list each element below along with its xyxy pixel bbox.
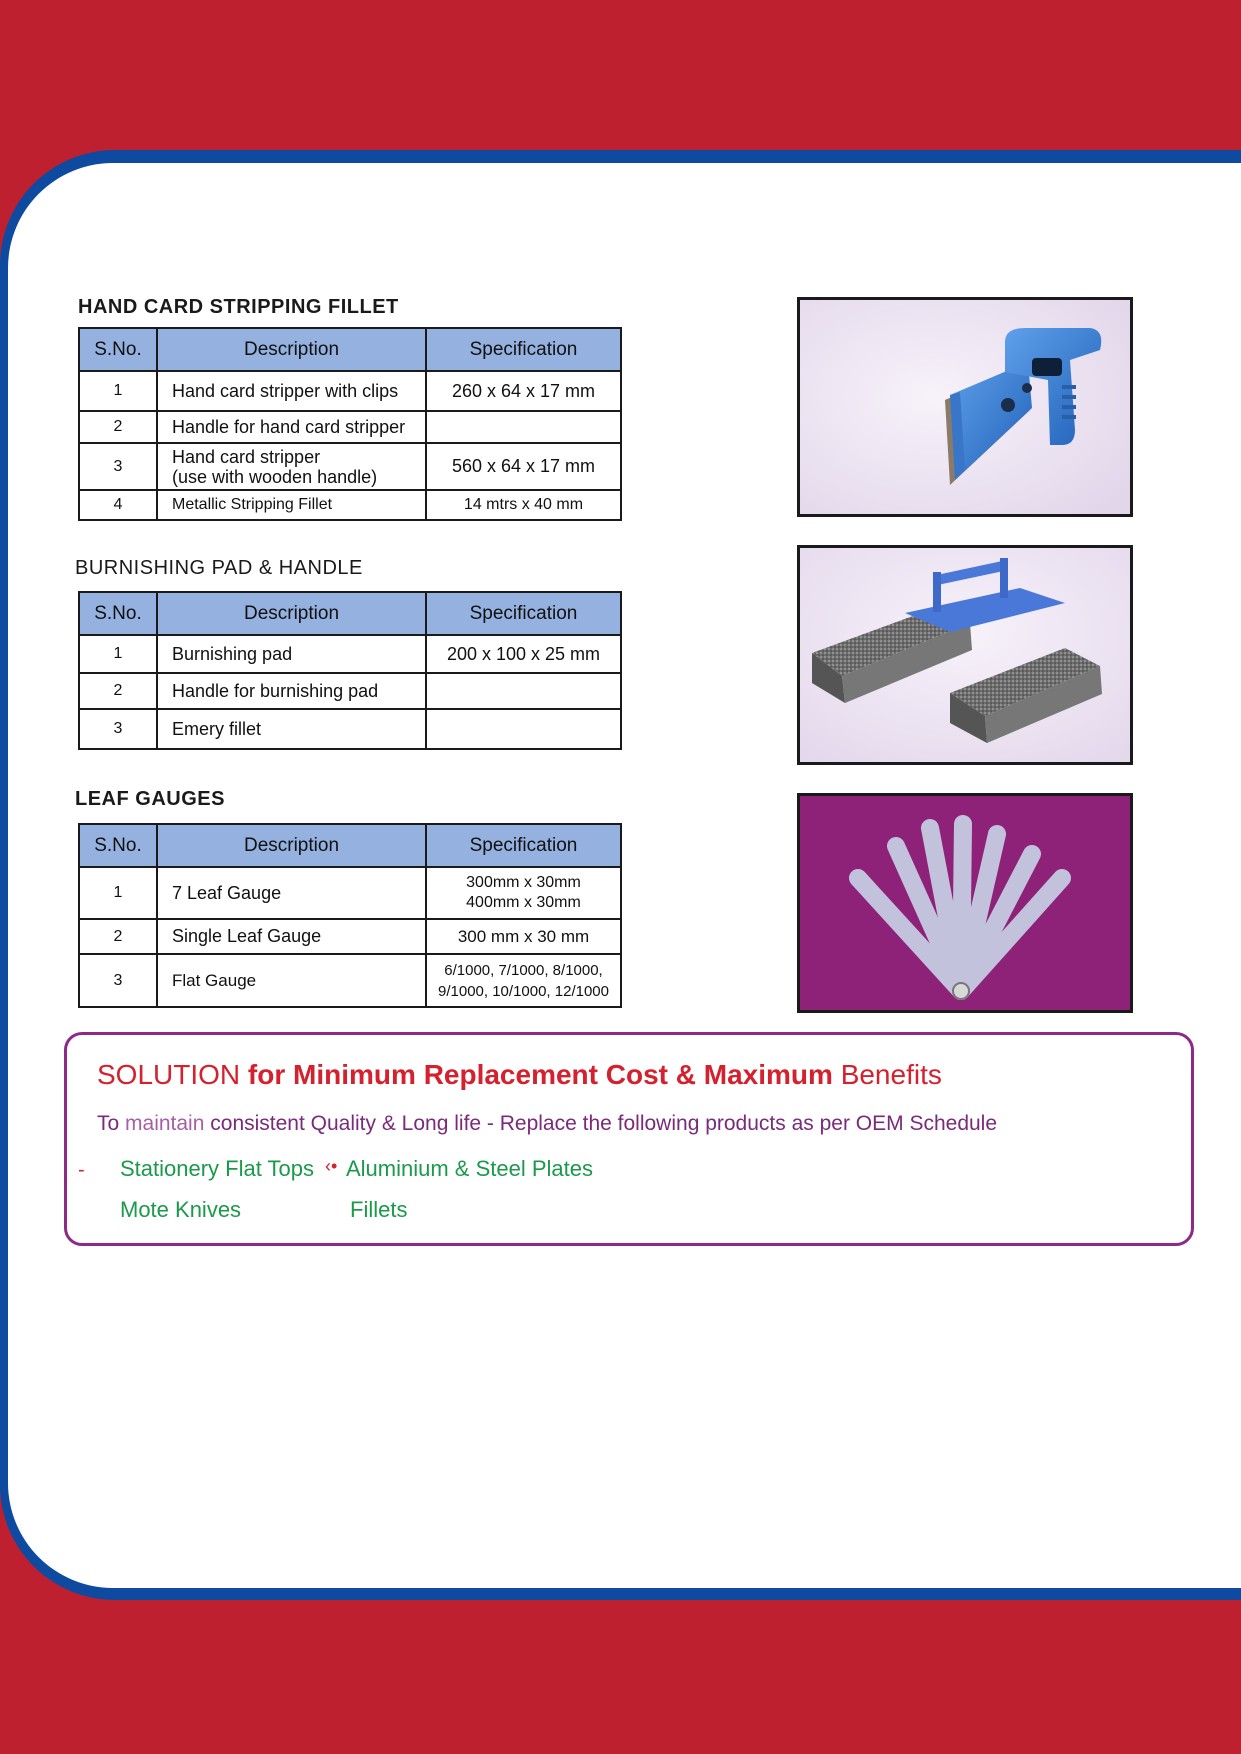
list-item-plates: Aluminium & Steel Plates (346, 1156, 593, 1181)
table-row (79, 709, 621, 749)
row-specification (426, 867, 621, 919)
header-description: Description (157, 592, 426, 635)
header-specification: Specification (426, 592, 621, 635)
header-sno: S.No. (79, 592, 157, 635)
row-specification: 300 mm x 30 mm (426, 919, 621, 954)
section-title-burnishing-pad: BURNISHING PAD & HANDLE (75, 557, 363, 579)
row-sno: 1 (79, 867, 157, 919)
solution-title-emphasis: for Minimum Replacement Cost & Maximum (247, 1059, 833, 1090)
solution-subtitle-prefix: To (97, 1112, 120, 1135)
solution-subtitle-highlight: maintain (125, 1112, 205, 1135)
row-description: Handle for burnishing pad (157, 673, 426, 709)
section-title-stripping-fillet: HAND CARD STRIPPING FILLET (78, 296, 399, 318)
header-sno: S.No. (79, 328, 157, 371)
table-row (79, 635, 621, 673)
row-description: Burnishing pad (157, 635, 426, 673)
row-specification: 260 x 64 x 17 mm (426, 371, 621, 411)
leaf-gauges-table (78, 823, 622, 1008)
row-sno: 4 (79, 490, 157, 520)
header-specification: Specification (426, 328, 621, 371)
burnishing-pad-photo (797, 545, 1133, 765)
row-description: Emery fillet (157, 709, 426, 749)
row-specification (426, 709, 621, 749)
stripping-fillet-table (78, 327, 622, 521)
burnishing-pad-table (78, 591, 622, 750)
row-sno: 2 (79, 673, 157, 709)
solution-title-prefix: SOLUTION (97, 1059, 241, 1090)
table-row (79, 443, 621, 490)
row-description: Flat Gauge (157, 954, 426, 1007)
row-description: 7 Leaf Gauge (157, 867, 426, 919)
row-description (157, 443, 426, 490)
row-sno: 3 (79, 709, 157, 749)
row-specification: 14 mtrs x 40 mm (426, 490, 621, 520)
header-description: Description (157, 824, 426, 867)
solution-subtitle-rest: consistent Quality & Long life - Replace the following products as per OEM Schedule (210, 1112, 998, 1135)
row-description-line1: Hand card stripper (172, 446, 321, 467)
table-row (79, 673, 621, 709)
hand-card-stripper-photo (797, 297, 1133, 517)
row-specification-line2: 400mm x 30mm (466, 894, 581, 911)
table-row (79, 919, 621, 954)
row-sno: 1 (79, 635, 157, 673)
row-specification: 200 x 100 x 25 mm (426, 635, 621, 673)
solution-title (97, 1059, 942, 1091)
section-title-leaf-gauges: LEAF GAUGES (75, 788, 225, 810)
solution-box (64, 1032, 1194, 1246)
row-specification-line2: 9/1000, 10/1000, 12/1000 (438, 982, 609, 1000)
row-sno: 2 (79, 411, 157, 443)
list-item-flat-tops: Stationery Flat Tops (120, 1156, 315, 1181)
solution-title-suffix: Benefits (840, 1059, 942, 1090)
table-row (79, 371, 621, 411)
solution-subtitle (97, 1112, 997, 1136)
row-specification-line1: 6/1000, 7/1000, 8/1000, (444, 961, 603, 979)
bullet-icon: ‹• (325, 1156, 338, 1176)
table-header-row (79, 824, 621, 867)
header-specification: Specification (426, 824, 621, 867)
list-dash: - (78, 1159, 85, 1181)
list-item-mote-knives: Mote Knives (120, 1197, 242, 1222)
row-specification (426, 954, 621, 1007)
row-description-line2: (use with wooden handle) (172, 466, 378, 487)
row-sno: 3 (79, 954, 157, 1007)
header-sno: S.No. (79, 824, 157, 867)
row-description: Metallic Stripping Fillet (157, 490, 426, 520)
row-description: Handle for hand card stripper (157, 411, 426, 443)
table-header-row (79, 328, 621, 371)
leaf-gauge-photo (797, 793, 1133, 1013)
table-row (79, 490, 621, 520)
row-sno: 1 (79, 371, 157, 411)
row-specification (426, 411, 621, 443)
row-sno: 2 (79, 919, 157, 954)
row-specification (426, 673, 621, 709)
row-description: Hand card stripper with clips (157, 371, 426, 411)
row-specification: 560 x 64 x 17 mm (426, 443, 621, 490)
table-header-row (79, 592, 621, 635)
table-row (79, 954, 621, 1007)
row-specification-line1: 300mm x 30mm (466, 874, 581, 891)
table-row (79, 411, 621, 443)
table-row (79, 867, 621, 919)
row-sno: 3 (79, 443, 157, 490)
list-item-fillets: Fillets (350, 1197, 408, 1222)
header-description: Description (157, 328, 426, 371)
row-description: Single Leaf Gauge (157, 919, 426, 954)
